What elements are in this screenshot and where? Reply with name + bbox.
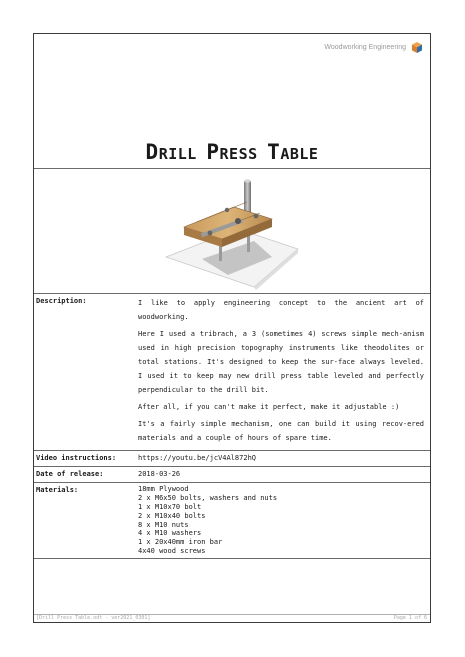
info-table xyxy=(34,294,430,559)
release-date: 2018-03-26 xyxy=(138,469,181,478)
material-item: 2 x M6x50 bolts, washers and nuts xyxy=(138,493,278,502)
release-label: Date of release: xyxy=(36,469,104,478)
material-item: 1 x 20x40mm iron bar xyxy=(138,538,223,547)
materials-list xyxy=(128,483,430,559)
video-link[interactable]: https://youtu.be/jcV4Al872hQ xyxy=(138,454,257,462)
description-row xyxy=(34,294,430,451)
footer-page-number: Page 1 of 6 xyxy=(393,615,427,621)
description-paragraph: It's a fairly simple mechanism, one can build it using recov-ered materials and a couple of hours of spare time. xyxy=(138,420,424,442)
description-label: Description: xyxy=(36,297,87,305)
video-label: Video instructions: xyxy=(36,454,117,462)
title-word: PRESS xyxy=(206,140,258,164)
document-page xyxy=(33,33,431,623)
material-item: 4 x M10 washers xyxy=(138,529,202,538)
drill-press-table-render xyxy=(34,169,430,293)
description-paragraph: Here I used a tribrach, a 3 (sometimes 4) screws simple mech-anism used in high precision topography instruments like theodolites or total stations. It's designed to keep the sur-face always leveled. I used it to keep may new drill press table leveled and perfectly perpendicular to the drill bit. xyxy=(138,330,424,394)
title-word: TABLE xyxy=(267,140,319,164)
cube-logo-icon xyxy=(412,42,422,53)
page-title xyxy=(34,140,430,164)
material-item: 8 x M10 nuts xyxy=(138,520,189,529)
footer-filename: [Drill Press Table.odt - ver2021_0301] xyxy=(36,615,151,621)
description-paragraph: I like to apply engineering concept to the ancient art of woodworking. xyxy=(138,299,424,321)
material-item: 1 x M10x70 bolt xyxy=(138,502,202,511)
release-row xyxy=(34,467,430,483)
brand-header xyxy=(324,42,422,53)
materials-row xyxy=(34,483,430,560)
description-text xyxy=(128,294,430,450)
brand-name: Woodworking Engineering xyxy=(324,44,406,51)
video-row xyxy=(34,451,430,467)
material-item: 4x40 wood screws xyxy=(138,547,206,556)
page-footer xyxy=(36,615,427,621)
material-item: 18mm Plywood xyxy=(138,484,189,493)
materials-label: Materials: xyxy=(36,485,79,494)
description-paragraph: After all, if you can't make it perfect, make it adjustable :) xyxy=(138,403,400,411)
title-word: DRILL xyxy=(145,140,197,164)
material-item: 2 x M10x40 bolts xyxy=(138,511,206,520)
